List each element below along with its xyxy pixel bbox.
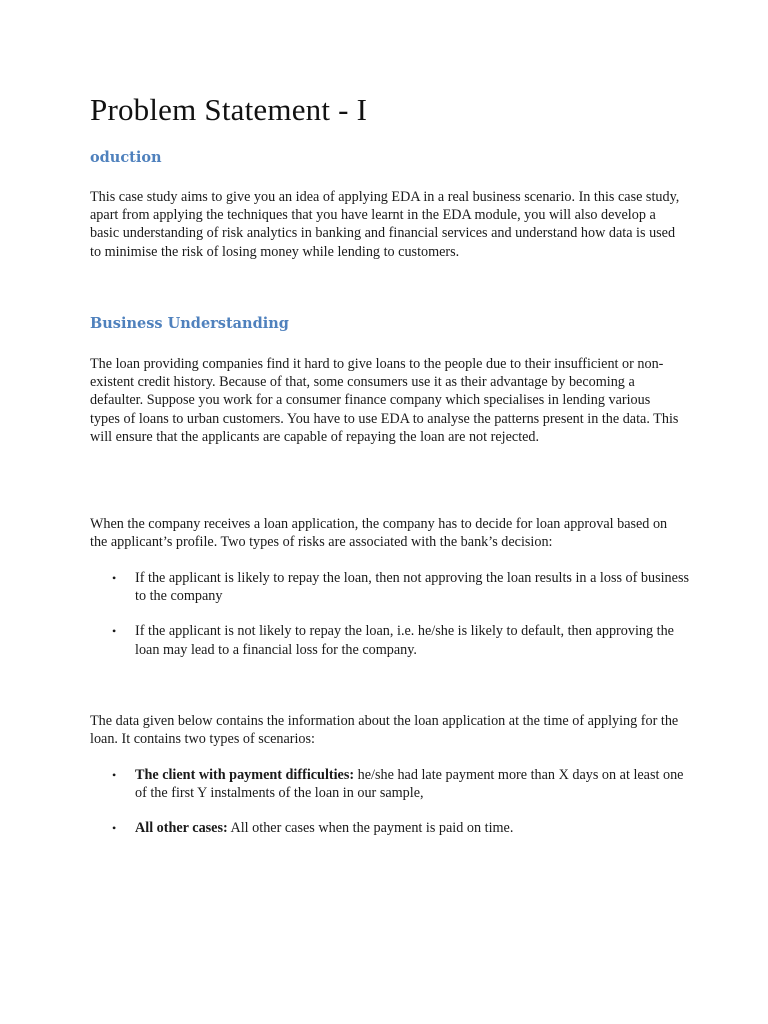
scenario-label: The client with payment difficulties: — [135, 767, 355, 783]
data-description-paragraph: The data given below contains the information about the loan application at the time of applying for the loan. It contains two types of scenarios: — [90, 713, 679, 748]
risk-item-text: If the applicant is not likely to repay the loan, i.e. he/she is likely to default, then approving the loan may lead to a financial loss for the company. — [135, 623, 674, 658]
bullet-icon: • — [112, 821, 117, 836]
risk-list — [90, 569, 690, 659]
bullet-icon: • — [112, 768, 117, 782]
scenario-text: All other cases when the payment is paid on time. — [227, 820, 514, 837]
bullet-icon: • — [112, 624, 117, 639]
scenario-list — [90, 766, 690, 838]
loan-decision-paragraph: When the company receives a loan application, the company has to decide for loan approval based on the applicant’s profile. Two types of risks are associated with the bank’s decision: — [90, 516, 668, 551]
list-item — [90, 569, 690, 605]
page-title: Problem Statement - I — [90, 92, 368, 127]
business-understanding-paragraph: The loan providing companies find it hard to give loans to the people due to their insufficient or non-existent credit history. Because of that, some consumers use it as their advantage by becoming a defaulter. Suppose you work for a consumer finance company which specialises in lending various types of loans to urban customers. You have to use EDA to analyse the patterns present in the data. This will ensure that the applicants are capable of repaying the loan are not rejected. — [90, 356, 679, 445]
business-understanding-heading: Business Understanding — [90, 315, 289, 332]
risk-item-text: If the applicant is likely to repay the loan, then not approving the loan results in a loss of business to the company — [135, 570, 689, 605]
bullet-icon: • — [112, 571, 117, 585]
list-item — [90, 766, 690, 802]
list-item — [90, 819, 690, 837]
scenario-text: he/she had late payment more than X days on at least one of the first Y instalments of the loan in our sample, — [135, 767, 684, 802]
scenario-label: All other cases: — [135, 820, 228, 837]
introduction-heading: oduction — [90, 149, 162, 166]
introduction-paragraph: This case study aims to give you an idea of applying EDA in a real business scenario. In this case study, apart from applying the techniques that you have learnt in the EDA module, you will also develop a basic understanding of risk analytics in banking and financial services and understand how data is used to minimise the risk of losing money while lending to customers. — [90, 189, 680, 260]
list-item — [90, 622, 690, 658]
